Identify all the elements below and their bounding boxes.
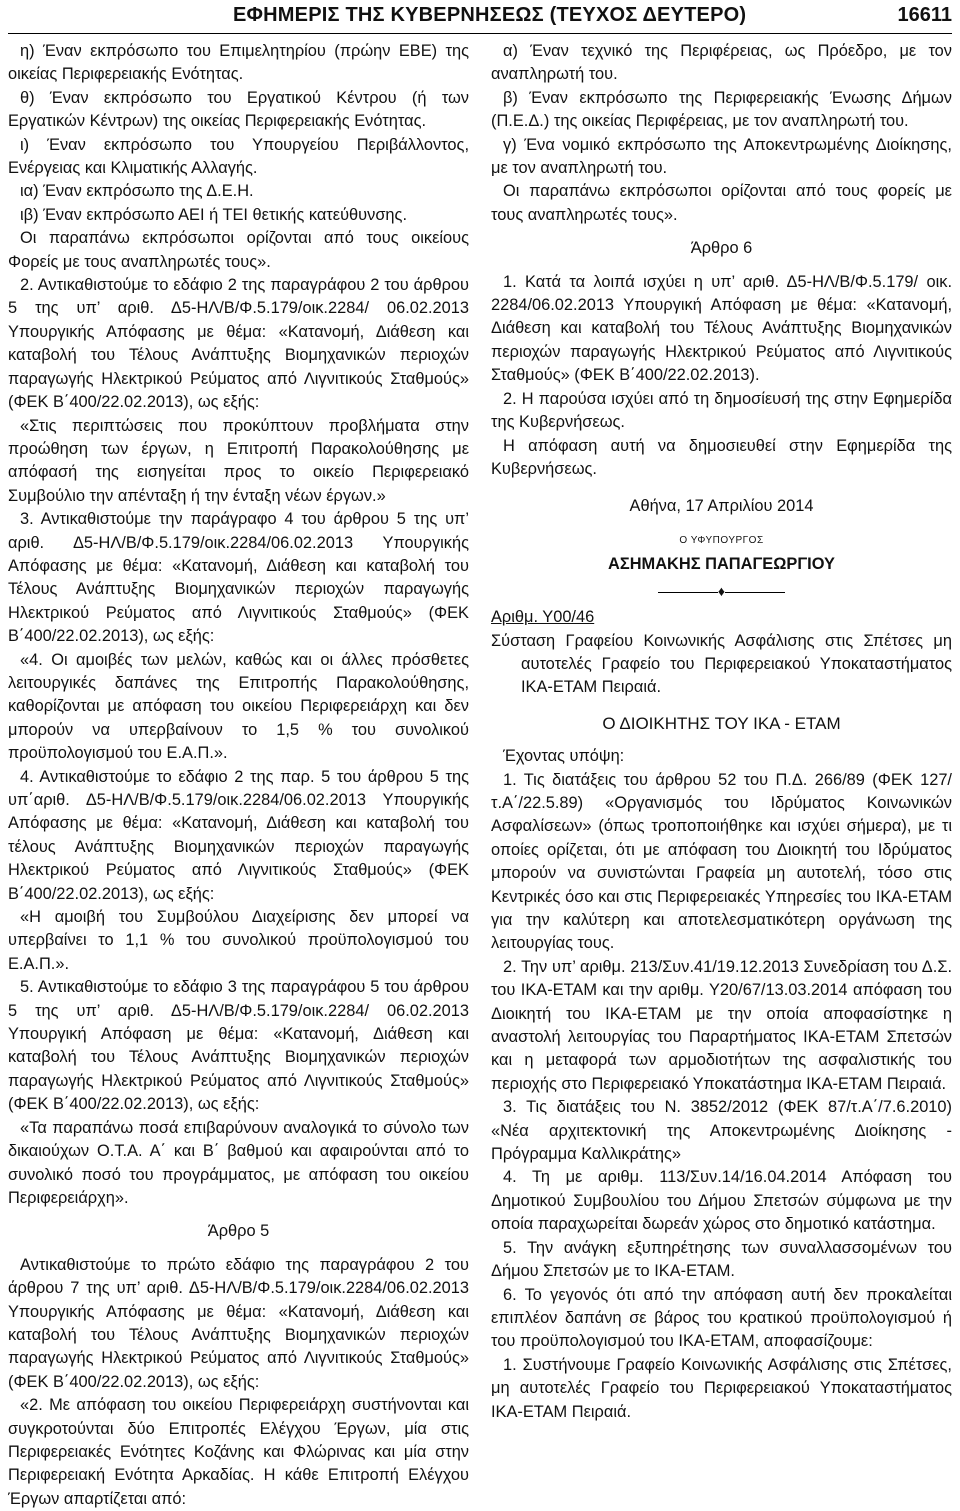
header-rule xyxy=(8,33,952,34)
article-heading: Άρθρο 5 xyxy=(207,1222,270,1241)
divider-line xyxy=(725,592,785,593)
paragraph: 5. Αντικαθιστούμε το εδάφιο 3 της παραγράφου 5 του άρθρου 5 της υπ’ αριθ. Δ5-ΗΛ/Β/Φ.5.179/οικ.2284/ 06.02.2013 Υπουργική Απόφαση με θέμα: «Κατανομή, Διάθεση και καταβολή του Τέλους Ανάπτυξης Βιομηχανικών περιοχών παραγωγής Ηλεκτρικού Ρεύματος από Λιγνιτικούς Σταθμούς» (ΦΕΚ Β΄400/22.02.2013), ως εξής: xyxy=(8,978,469,1114)
paragraph: ια) Έναν εκπρόσωπο της Δ.Ε.Η. xyxy=(20,182,254,201)
paragraph: γ) Ένα νομικό εκπρόσωπο της Αποκεντρωμένης Διοίκησης, με τον αναπληρωτή του. xyxy=(491,135,952,178)
page-number: 16611 xyxy=(897,4,952,26)
paragraph: 1. Κατά τα λοιπά ισχύει η υπ’ αριθ. Δ5-ΗΛ/Β/Φ.5.179/ οικ. 2284/06.02.2013 Υπουργική Απόφαση με θέμα: «Κατανομή, Διάθεση και καταβολή του Τέλους Ανάπτυξης Βιομηχανικών περιοχών παραγωγής Ηλεκτρικού Ρεύματος από Λιγνιτικούς Σταθμούς» (ΦΕΚ Β΄400/22.02.2013). xyxy=(491,272,952,385)
paragraph: 4. Τη με αριθμ. 113/Συν.14/16.04.2014 Απόφαση του Δημοτικού Συμβουλίου του Δήμου Σπετσών σύμφωνα με την οποία παραχωρείται δωρεάν χώρος στο δημοτικό κατάστημα. xyxy=(491,1168,952,1234)
paragraph: θ) Έναν εκπρόσωπο του Εργατικού Κέντρου (ή των Εργατικών Κέντρων) της οικείας Περιφερειακής Ενότητας. xyxy=(8,88,469,131)
section-divider xyxy=(491,582,952,600)
right-column xyxy=(491,40,952,1424)
paragraph: ιβ) Έναν εκπρόσωπο ΑΕΙ ή ΤΕΙ θετικής κατεύθυνσης. xyxy=(20,205,408,224)
paragraph: Η απόφαση αυτή να δημοσιευθεί στην Εφημερίδα της Κυβερνήσεως. xyxy=(491,436,952,478)
paragraph: 3. Αντικαθιστούμε την παράγραφο 4 του άρθρου 5 της υπ’ αριθ. Δ5-ΗΛ/Β/Φ.5.179/οικ.2284/06.02.2013 Υπουργικής Απόφασης με θέμα: «Κατανομή, Διάθεση και καταβολή του Τέλους Ανάπτυξης Βιομηχανικών περιοχών παραγωγής Ηλεκτρικού Ρεύματος από Λιγνιτικούς Σταθμούς» (ΦΕΚ Β΄400/22.02.2013), ως εξής: xyxy=(8,510,469,646)
decision-subject: Σύσταση Γραφείου Κοινωνικής Ασφάλισης στις Σπέτσες μη αυτοτελές Γραφείο του Περιφερειακού Υποκαταστήματος ΙΚΑ-ΕΤΑΜ Πειραιά. xyxy=(491,631,952,697)
paragraph: Έχοντας υπόψη: xyxy=(503,747,625,766)
paragraph: «4. Οι αμοιβές των μελών, καθώς και οι άλλες πρόσθετες λειτουργικές δαπάνες της Επιτροπής Παρακολούθησης, καθορίζονται με απόφαση του οικείου Περιφερειάρχη και δεν μπορούν να υπερβαίνουν το 1,5 % του συνολικού προϋπολογισμού του Ε.Α.Π.». xyxy=(8,650,469,763)
paragraph: η) Έναν εκπρόσωπο του Επιμελητηρίου (πρώην ΕΒΕ) της οικείας Περιφερειακής Ενότητας. xyxy=(8,42,469,84)
paragraph: 2. Την υπ’ αριθμ. 213/Συν.41/19.12.2013 Συνεδρίαση του Δ.Σ. του ΙΚΑ-ΕΤΑΜ και την αριθμ. Υ20/67/13.03.2014 απόφαση του Διοικητή του ΙΚΑ-ΕΤΑΜ με την οποία αποφασίστηκε η αναστολή λειτουργίας του Παραρτήματος ΙΚΑ-ΕΤΑΜ Σπετσών και η μεταφορά των αρμοδιοτήτων της ασφαλιστικής του περιοχής στο Περιφερειακό Υποκατάστημα ΙΚΑ-ΕΤΑΜ Πειραιά. xyxy=(491,957,952,1093)
paragraph: 1. Τις διατάξεις του άρθρου 52 του Π.Δ. 266/89 (ΦΕΚ 127/τ.Α΄/22.5.89) «Οργανισμός του Ιδρύματος Κοινωνικών Ασφαλίσεων» (όπως τροποποιήθηκε και ισχύει σήμερα), με τι οποίες ορίζεται, ότι με απόφαση του Διοικητή του Ιδρύματος μπορούν να συνιστώνται Γραφεία μη αυτοτελή, τόσο στις Κεντρικές όσο και στις Περιφερειακές Υπηρεσίες του ΙΚΑ-ΕΤΑΜ για την καλύτερη και αποτελεσματικότερη οργάνωση της λειτουργίας τους. xyxy=(491,770,952,953)
paragraph: «Στις περιπτώσεις που προκύπτουν προβλήματα στην προώθηση των έργων, η Επιτροπή Παρακολούθησης με απόφασή της εισηγείται προς το οικείο Περιφερειακό Συμβούλιο την απένταξη ή την ένταξη νέων έργων.» xyxy=(8,416,469,505)
paragraph: 4. Αντικαθιστούμε το εδάφιο 2 της παρ. 5 του άρθρου 5 της υπ΄αριθ. Δ5-ΗΛ/Β/Φ.5.179/οικ.2284/06.02.2013 Υπουργικής Απόφασης με θέμα: «Κατανομή, Διάθεση και καταβολή του τέλους Ανάπτυξης Βιομηχανικών περιοχών παραγωγής Ηλεκτρικού Ρεύματος από Λιγνιτικούς Σταθμούς» (ΦΕΚ Β΄400/22.02.2013), ως εξής: xyxy=(8,767,469,903)
decision-reference: Αριθμ. Υ00/46 xyxy=(491,608,595,627)
paragraph: Οι παραπάνω εκπρόσωποι ορίζονται από τους οικείους Φορείς με τους αναπληρωτές τους». xyxy=(8,229,469,271)
left-column xyxy=(8,40,469,1511)
paragraph: 5. Την ανάγκη εξυπηρέτησης των συναλλασσομένων του Δήμου Σπετσών με το ΙΚΑ-ΕΤΑΜ. xyxy=(491,1238,952,1281)
article-heading: Άρθρο 6 xyxy=(690,239,753,258)
gazette-title: ΕΦΗΜΕΡΙΣ ΤΗΣ ΚΥΒΕΡΝΗΣΕΩΣ (ΤΕΥΧΟΣ ΔΕΥΤΕΡΟ) xyxy=(233,4,747,26)
page-header xyxy=(0,0,960,34)
paragraph: α) Έναν τεχνικό της Περιφέρειας, ως Πρόεδρο, με τον αναπληρωτή του. xyxy=(491,42,952,84)
signature-title: Ο ΥΦΥΠΟΥΡΓΟΣ xyxy=(679,534,764,546)
paragraph: ι) Έναν εκπρόσωπο του Υπουργείου Περιβάλλοντος, Ενέργειας και Κλιματικής Αλλαγής. xyxy=(8,135,469,178)
paragraph: 2. Η παρούσα ισχύει από τη δημοσίευσή της στην Εφημερίδα της Κυβερνήσεως. xyxy=(491,389,952,432)
paragraph: Αντικαθιστούμε το πρώτο εδάφιο της παραγράφου 2 του άρθρου 7 της υπ’ αριθ. Δ5-ΗΛ/Β/Φ.5.179/οικ.2284/06.02.2013 Υπουργικής Απόφασης με θέμα: «Κατανομή, Διάθεση και καταβολή του Τέλους Ανάπτυξης Βιομηχανικών περιοχών παραγωγής Ηλεκτρικού Ρεύματος από Λιγνιτικούς Σταθμούς» (ΦΕΚ Β΄400/22.02.2013), ως εξής: xyxy=(8,1255,469,1391)
paragraph: «Τα παραπάνω ποσά επιβαρύνουν αναλογικά το σύνολο των δικαιούχων Ο.Τ.Α. Α΄ και Β΄ βαθμού και αφαιρούνται από το συνολικό ποσό του προγράμματος, με απόφαση του οικείου Περιφερειάρχη». xyxy=(8,1118,469,1207)
diamond-icon: ♦ xyxy=(717,583,726,600)
paragraph: Οι παραπάνω εκπρόσωποι ορίζονται από τους φορείς με τους αναπληρωτές τους». xyxy=(491,182,952,224)
paragraph: 6. Το γεγονός ότι από την απόφαση αυτή δεν προκαλείται επιπλέον δαπάνη σε βάρος του κρατικού προϋπολογισμού ή του προϋπολογισμού του ΙΚΑ-ΕΤΑΜ, αποφασίζουμε: xyxy=(491,1285,952,1351)
signature-place-date: Αθήνα, 17 Απριλίου 2014 xyxy=(629,497,814,516)
paragraph: «Η αμοιβή του Συμβούλου Διαχείρισης δεν μπορεί να υπερβαίνει το 1,1 % του συνολικού προϋπολογισμού του Ε.Α.Π.». xyxy=(8,908,469,973)
paragraph: 3. Τις διατάξεις του Ν. 3852/2012 (ΦΕΚ 87/τ.Α΄/7.6.2010) «Νέα αρχιτεκτονική της Αποκεντρωμένης Διοίκησης - Πρόγραμμα Καλλικράτης» xyxy=(491,1098,952,1164)
paragraph: 1. Συστήνουμε Γραφείο Κοινωνικής Ασφάλισης στις Σπέτσες, μη αυτοτελές Γραφείο του Περιφερειακού Υποκαταστήματος ΙΚΑ-ΕΤΑΜ Πειραιά. xyxy=(491,1355,952,1421)
paragraph: β) Έναν εκπρόσωπο της Περιφερειακής Ένωσης Δήμων (Π.Ε.Δ.) της οικείας Περιφέρειας, με τον αναπληρωτή του. xyxy=(491,88,952,131)
authority-heading: Ο ΔΙΟΙΚΗΤΗΣ ΤΟΥ ΙΚΑ - ΕΤΑΜ xyxy=(602,713,841,733)
paragraph: 2. Αντικαθιστούμε το εδάφιο 2 της παραγράφου 2 του άρθρου 5 της υπ’ αριθ. Δ5-ΗΛ/Β/Φ.5.179/οικ.2284/ 06.02.2013 Υπουργικής Απόφασης με θέμα: «Κατανομή, Διάθεση και καταβολή του Τέλους Ανάπτυξης Βιομηχανικών περιοχών παραγωγής Ηλεκτρικού Ρεύματος από Λιγνιτικούς Σταθμούς» (ΦΕΚ Β΄400/22.02.2013), ως εξής: xyxy=(8,276,469,412)
paragraph: «2. Με απόφαση του οικείου Περιφερειάρχη συστήνονται και συγκροτούνται δύο Επιτροπές Ελέγχου Έργων, μία στις Περιφερειακές Ενότητες Κοζάνης και Φλώρινας και μία στην Περιφερειακή Ενότητα Αρκαδίας. Η κάθε Επιτροπή Ελέγχου Έργων απαρτίζεται από: xyxy=(8,1396,469,1508)
signature-name: ΑΣΗΜΑΚΗΣ ΠΑΠΑΓΕΩΡΓΙΟΥ xyxy=(608,554,835,573)
divider-line xyxy=(658,592,718,593)
